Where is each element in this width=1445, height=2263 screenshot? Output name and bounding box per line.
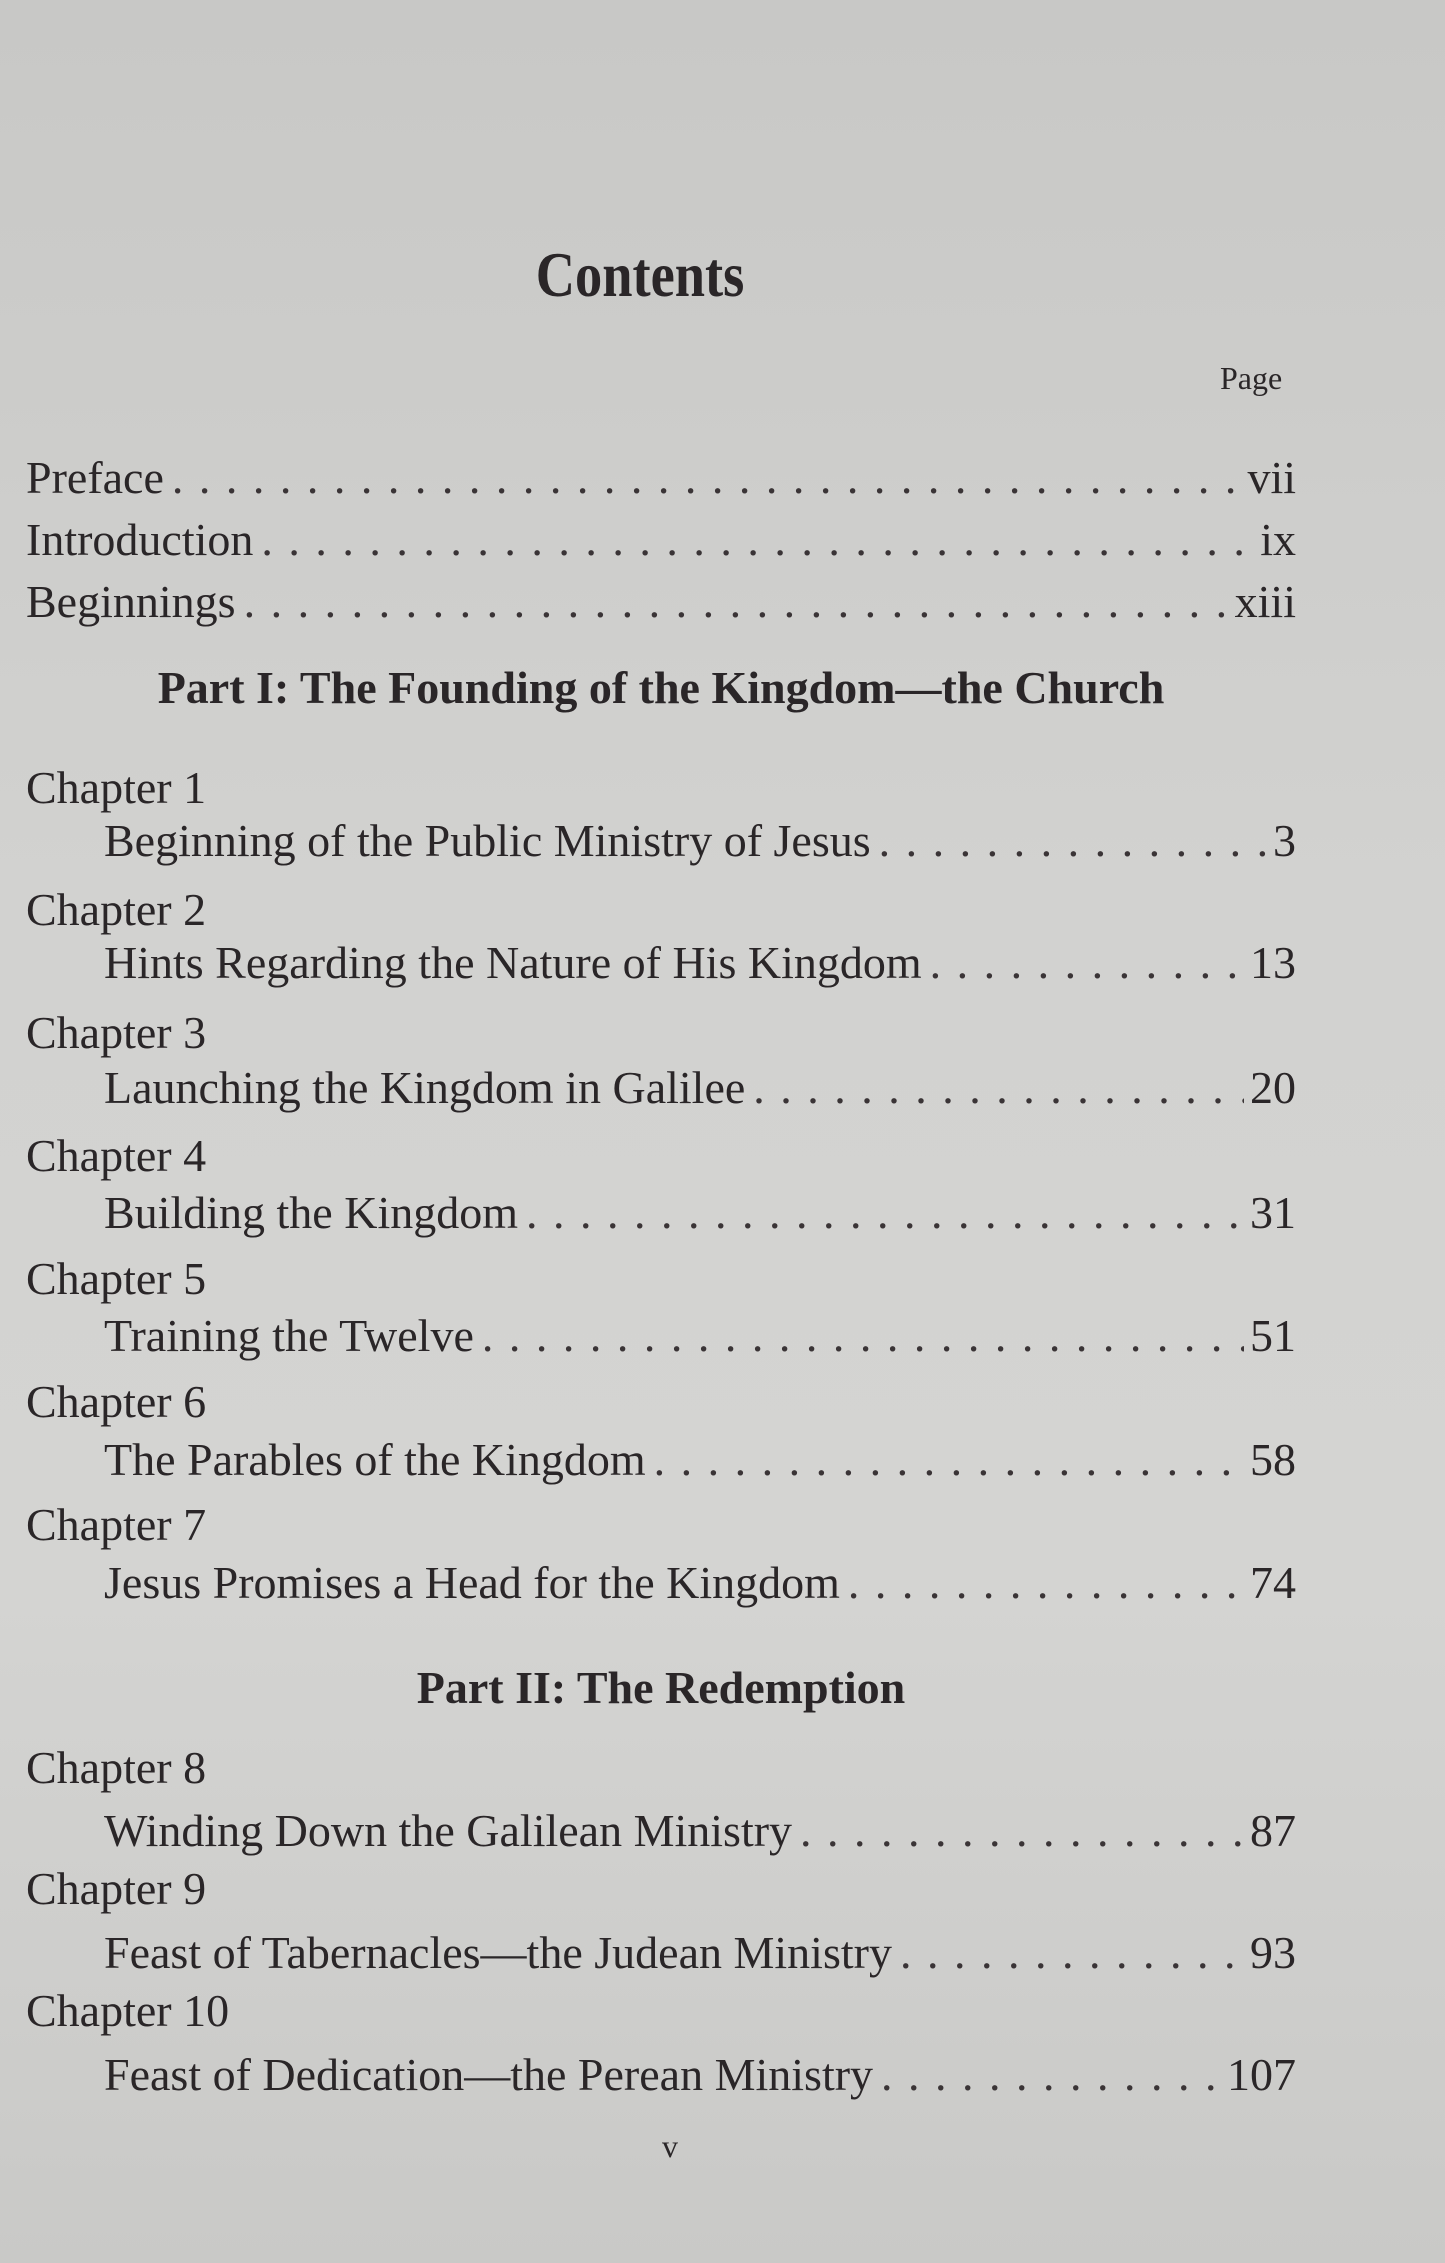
entry-label: Beginning of the Public Ministry of Jesus	[104, 815, 871, 866]
dot-leader	[881, 2052, 1221, 2098]
toc-entry-chapter	[26, 937, 1296, 988]
entry-page-number: 58	[1250, 1434, 1296, 1485]
dot-leader	[654, 1437, 1244, 1483]
entry-label: Launching the Kingdom in Galilee	[104, 1062, 746, 1113]
dot-leader	[930, 940, 1244, 986]
entry-page-number: 93	[1250, 1927, 1296, 1978]
entry-label: Feast of Tabernacles—the Judean Ministry	[104, 1927, 892, 1978]
dot-leader	[848, 1560, 1244, 1606]
page-folio: v	[662, 2128, 678, 2164]
dot-leader	[172, 455, 1242, 501]
chapter-number: Chapter 3	[26, 1007, 207, 1058]
toc-entry-chapter	[26, 1434, 1296, 1485]
toc-entry-chapter	[26, 2049, 1296, 2100]
chapter-number: Chapter 1	[26, 762, 207, 813]
entry-label: Jesus Promises a Head for the Kingdom	[104, 1557, 840, 1608]
entry-label: The Parables of the Kingdom	[104, 1434, 646, 1485]
entry-label: Feast of Dedication—the Perean Ministry	[104, 2049, 874, 2100]
entry-page-number: 87	[1250, 1805, 1296, 1856]
entry-page-number: 74	[1250, 1557, 1296, 1608]
chapter-number: Chapter 10	[26, 1985, 230, 2036]
entry-page-number: 51	[1250, 1310, 1296, 1361]
dot-leader	[261, 517, 1254, 563]
toc-entry-chapter	[26, 1062, 1296, 1113]
entry-label: Introduction	[26, 514, 254, 565]
toc-entry-beginnings	[26, 576, 1296, 627]
entry-label: Hints Regarding the Nature of His Kingdom	[104, 937, 922, 988]
toc-entry-chapter	[26, 1557, 1296, 1608]
entry-page-number: 107	[1227, 2049, 1296, 2100]
dot-leader	[753, 1065, 1244, 1111]
page-title: Contents	[535, 239, 745, 310]
toc-entry-chapter	[26, 815, 1296, 866]
chapter-number: Chapter 5	[26, 1253, 207, 1304]
dot-leader	[244, 579, 1229, 625]
entry-label: Training the Twelve	[104, 1310, 474, 1361]
toc-entry-chapter	[26, 1927, 1296, 1978]
dot-leader	[879, 818, 1267, 864]
entry-page-number: 13	[1250, 937, 1296, 988]
chapter-number: Chapter 8	[26, 1742, 207, 1793]
part-heading: Part II: The Redemption	[416, 1662, 906, 1713]
toc-entry-chapter	[26, 1187, 1296, 1238]
dot-leader	[800, 1808, 1244, 1854]
dot-leader	[482, 1313, 1244, 1359]
entry-page-number: xiii	[1234, 576, 1296, 627]
entry-page-number: vii	[1247, 452, 1296, 503]
chapter-number: Chapter 4	[26, 1130, 207, 1181]
chapter-number: Chapter 2	[26, 884, 207, 935]
part-heading: Part I: The Founding of the Kingdom—the Church	[157, 662, 1165, 713]
entry-label: Winding Down the Galilean Ministry	[104, 1805, 793, 1856]
dot-leader	[526, 1190, 1244, 1236]
chapter-number: Chapter 9	[26, 1863, 207, 1914]
chapter-number: Chapter 6	[26, 1376, 207, 1427]
toc-entry-chapter	[26, 1310, 1296, 1361]
page-column-label: Page	[1220, 360, 1283, 396]
chapter-number: Chapter 7	[26, 1499, 207, 1550]
entry-page-number: 31	[1250, 1187, 1296, 1238]
entry-page-number: 20	[1250, 1062, 1296, 1113]
toc-entry-introduction	[26, 514, 1296, 565]
entry-label: Building the Kingdom	[104, 1187, 518, 1238]
entry-page-number: 3	[1273, 815, 1296, 866]
dot-leader	[900, 1930, 1244, 1976]
entry-page-number: ix	[1260, 514, 1296, 565]
toc-entry-preface	[26, 452, 1296, 503]
toc-entry-chapter	[26, 1805, 1296, 1856]
entry-label: Preface	[26, 452, 164, 503]
entry-label: Beginnings	[26, 576, 236, 627]
